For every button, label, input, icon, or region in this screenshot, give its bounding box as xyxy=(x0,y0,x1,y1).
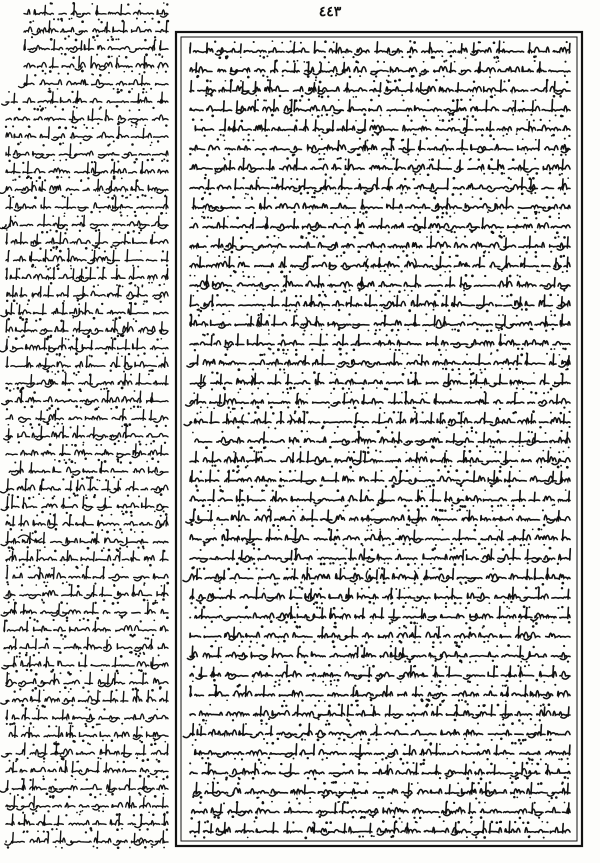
main-text-line xyxy=(192,196,570,215)
margin-text-line xyxy=(5,125,168,144)
margin-text-line xyxy=(6,566,169,585)
main-text-line xyxy=(190,547,570,566)
main-text-line xyxy=(190,703,570,722)
main-text-block xyxy=(183,40,571,839)
heading-brackets xyxy=(258,317,308,327)
margin-text-line xyxy=(5,266,168,284)
margin-text-line xyxy=(6,143,169,162)
margin-text-line xyxy=(1,530,168,549)
margin-text-line xyxy=(4,619,168,638)
margin-text-line xyxy=(4,425,168,444)
main-text-line xyxy=(190,99,570,118)
margin-text-line xyxy=(5,830,168,849)
margin-text-line xyxy=(2,742,168,761)
main-text-line xyxy=(192,742,570,762)
main-text-line xyxy=(190,215,570,234)
main-text-line xyxy=(186,508,570,527)
main-text-line xyxy=(188,644,571,664)
margin-text-line xyxy=(0,337,168,356)
margin-text-line xyxy=(0,214,168,232)
main-text-line xyxy=(190,586,570,605)
margin-text-line xyxy=(6,372,168,391)
heading-brackets xyxy=(203,376,253,386)
margin-text-line xyxy=(1,302,168,321)
main-text-line xyxy=(190,293,570,312)
main-text-line xyxy=(183,566,570,585)
main-text-line xyxy=(189,274,570,293)
margin-text-line xyxy=(6,249,168,268)
margin-text-line xyxy=(6,671,168,690)
main-text-line xyxy=(190,625,570,644)
margin-text-line xyxy=(0,778,168,796)
margin-text-line xyxy=(1,495,168,514)
main-text-line xyxy=(183,722,570,741)
main-text-line xyxy=(189,761,570,780)
margin-text-line xyxy=(6,107,168,126)
main-text-line xyxy=(190,450,570,469)
main-text-line xyxy=(190,528,570,547)
main-text-line xyxy=(187,352,570,371)
margin-text-line xyxy=(1,601,169,620)
main-text-line xyxy=(190,664,570,683)
main-text-line xyxy=(190,489,570,508)
main-text-line xyxy=(189,313,570,332)
main-text-line xyxy=(190,59,570,78)
main-text-line xyxy=(190,40,570,59)
main-text-line xyxy=(190,605,570,625)
margin-text-line xyxy=(2,654,168,673)
margin-text-line xyxy=(6,319,168,338)
main-text-line xyxy=(190,157,570,176)
main-text-line xyxy=(190,469,570,488)
margin-commentary xyxy=(0,2,169,849)
main-text-line xyxy=(192,118,571,138)
main-text-line xyxy=(192,430,570,449)
margin-text-line xyxy=(0,179,168,198)
page-number: ٤٤٣ xyxy=(318,4,342,20)
main-text-line xyxy=(190,79,570,99)
margin-text-line xyxy=(9,725,168,743)
margin-text-line xyxy=(6,196,168,215)
main-text-frame xyxy=(176,32,582,846)
main-text-line xyxy=(189,137,570,156)
margin-text-line xyxy=(9,460,168,479)
margin-text-line xyxy=(6,707,168,726)
margin-text-line xyxy=(4,636,168,655)
main-text-line xyxy=(190,254,570,273)
margin-text-line xyxy=(24,20,169,39)
margin-text-line xyxy=(6,354,168,373)
margin-text-line xyxy=(6,284,168,303)
margin-text-line xyxy=(6,407,168,426)
main-text-line xyxy=(189,683,570,702)
margin-text-line xyxy=(6,548,168,567)
margin-text-line xyxy=(6,443,168,462)
margin-text-line xyxy=(6,231,168,250)
main-text-line xyxy=(190,371,570,390)
margin-text-line xyxy=(4,583,168,602)
margin-text-line xyxy=(1,478,169,497)
main-text-line xyxy=(192,781,570,800)
margin-text-line xyxy=(6,812,168,831)
main-text-line xyxy=(190,176,570,195)
main-text-line xyxy=(190,333,570,352)
main-text-line xyxy=(190,820,570,839)
margin-text-line xyxy=(6,513,168,531)
main-text-line xyxy=(186,391,570,410)
margin-text-line xyxy=(2,389,168,408)
main-text-line xyxy=(190,801,570,820)
margin-text-line xyxy=(24,2,169,20)
margin-text-line xyxy=(24,55,168,73)
margin-text-line xyxy=(24,38,168,57)
heading-brackets xyxy=(366,571,416,581)
margin-text-line xyxy=(6,795,169,814)
main-text-line xyxy=(190,235,570,254)
margin-text-line xyxy=(6,759,168,778)
margin-text-line xyxy=(19,73,168,92)
margin-text-line xyxy=(2,90,168,109)
margin-text-line xyxy=(6,161,168,180)
margin-text-line xyxy=(1,689,168,708)
